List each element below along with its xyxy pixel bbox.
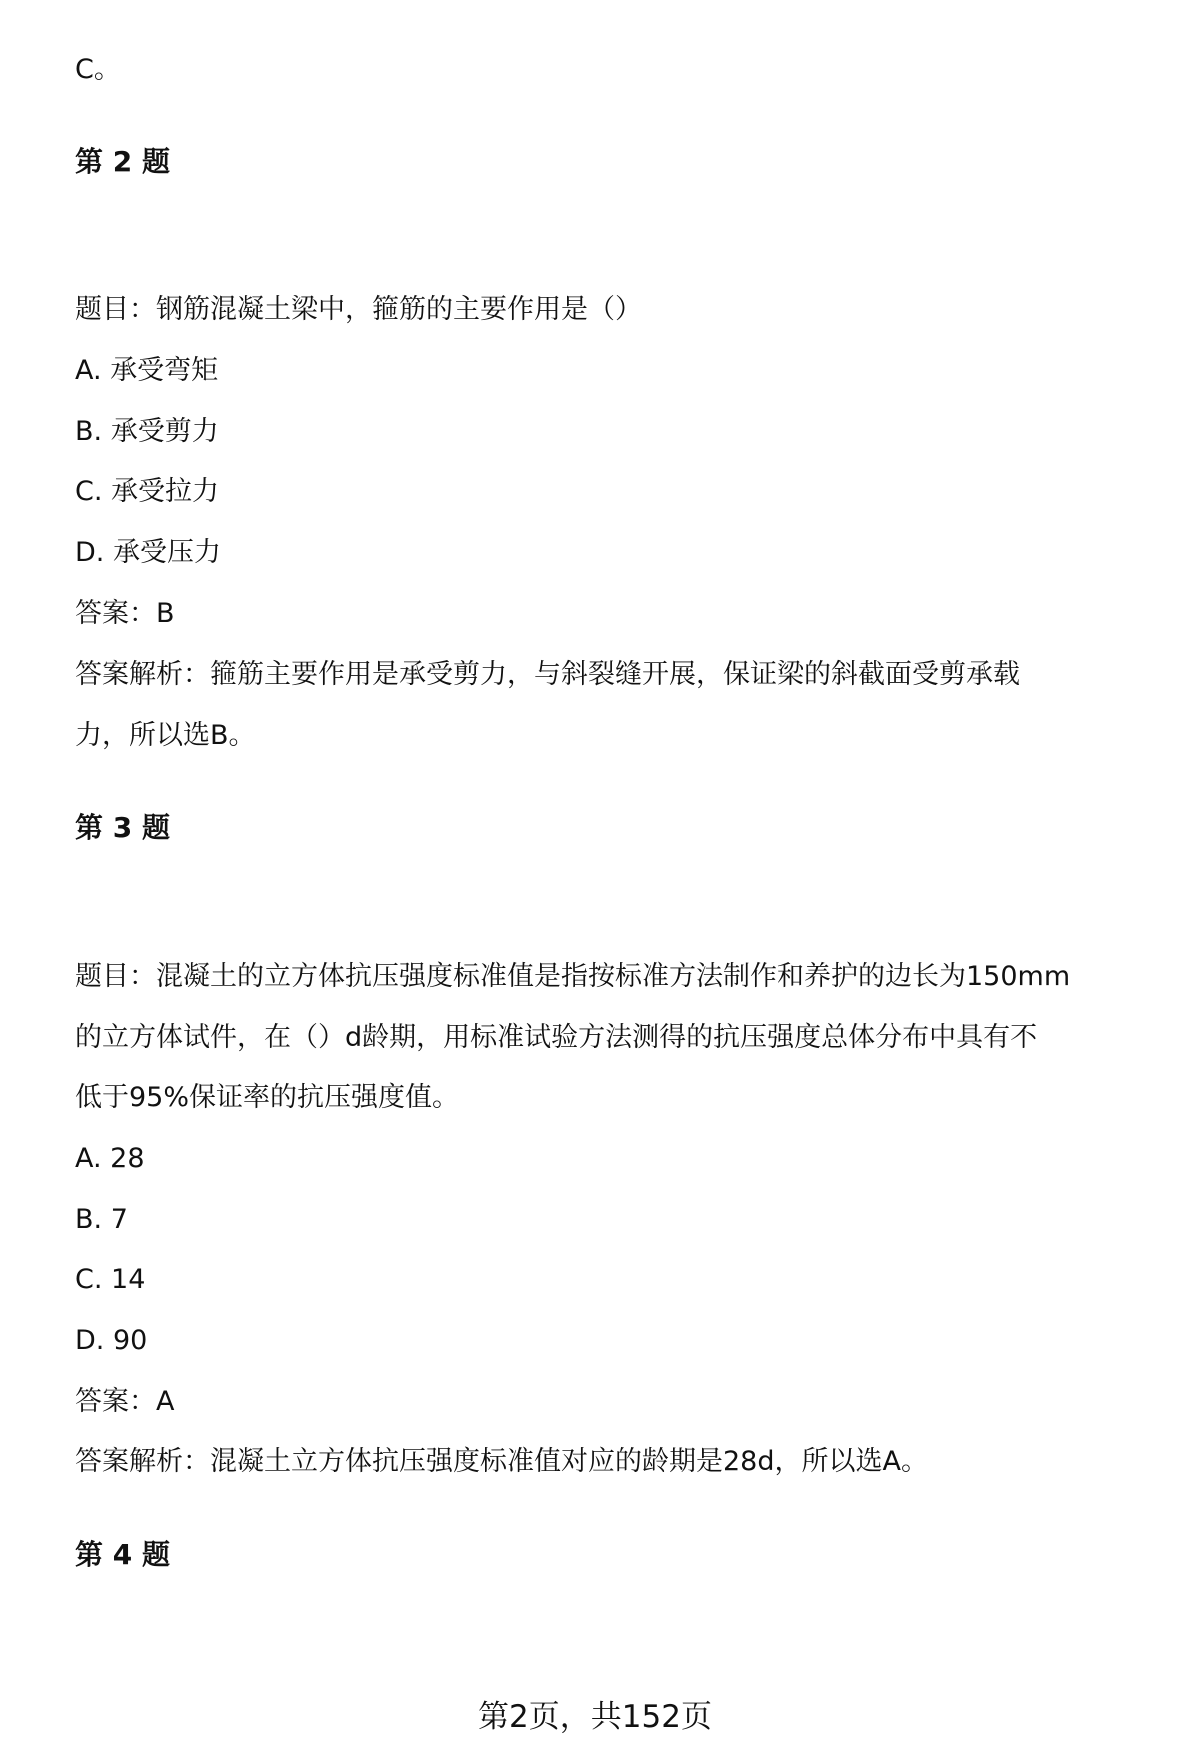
question-2-analysis-line-1: 答案解析：箍筋主要作用是承受剪力，与斜裂缝开展，保证梁的斜截面受剪承载 <box>75 659 1020 690</box>
question-2-option-b: B. 承受剪力 <box>75 416 219 447</box>
page-number-footer: 第2页，共152页 <box>478 1699 712 1735</box>
question-3-option-d: D. 90 <box>75 1325 148 1356</box>
question-2-heading: 第 2 题 <box>75 145 170 178</box>
question-2-answer: 答案：B <box>75 598 175 629</box>
question-2-option-c: C. 承受拉力 <box>75 476 220 507</box>
question-3-option-a: A. 28 <box>75 1143 145 1174</box>
question-3-answer: 答案：A <box>75 1386 175 1417</box>
question-3-analysis: 答案解析：混凝土立方体抗压强度标准值对应的龄期是28d，所以选A。 <box>75 1446 928 1477</box>
question-3-stem-line-3: 低于95%保证率的抗压强度值。 <box>75 1082 460 1113</box>
question-2-stem: 题目：钢筋混凝土梁中，箍筋的主要作用是（） <box>75 294 642 325</box>
question-3-option-c: C. 14 <box>75 1264 146 1295</box>
question-3-stem-line-1: 题目：混凝土的立方体抗压强度标准值是指按标准方法制作和养护的边长为150mm <box>75 961 1071 992</box>
question-3-heading: 第 3 题 <box>75 811 170 844</box>
question-4-heading: 第 4 题 <box>75 1538 170 1571</box>
question-3-option-b: B. 7 <box>75 1204 128 1235</box>
previous-answer-fragment: C。 <box>75 54 121 85</box>
question-3-stem-line-2: 的立方体试件，在（）d龄期，用标准试验方法测得的抗压强度总体分布中具有不 <box>75 1022 1038 1053</box>
question-2-option-a: A. 承受弯矩 <box>75 355 219 386</box>
question-2-analysis-line-2: 力，所以选B。 <box>75 720 256 751</box>
question-2-option-d: D. 承受压力 <box>75 537 221 568</box>
